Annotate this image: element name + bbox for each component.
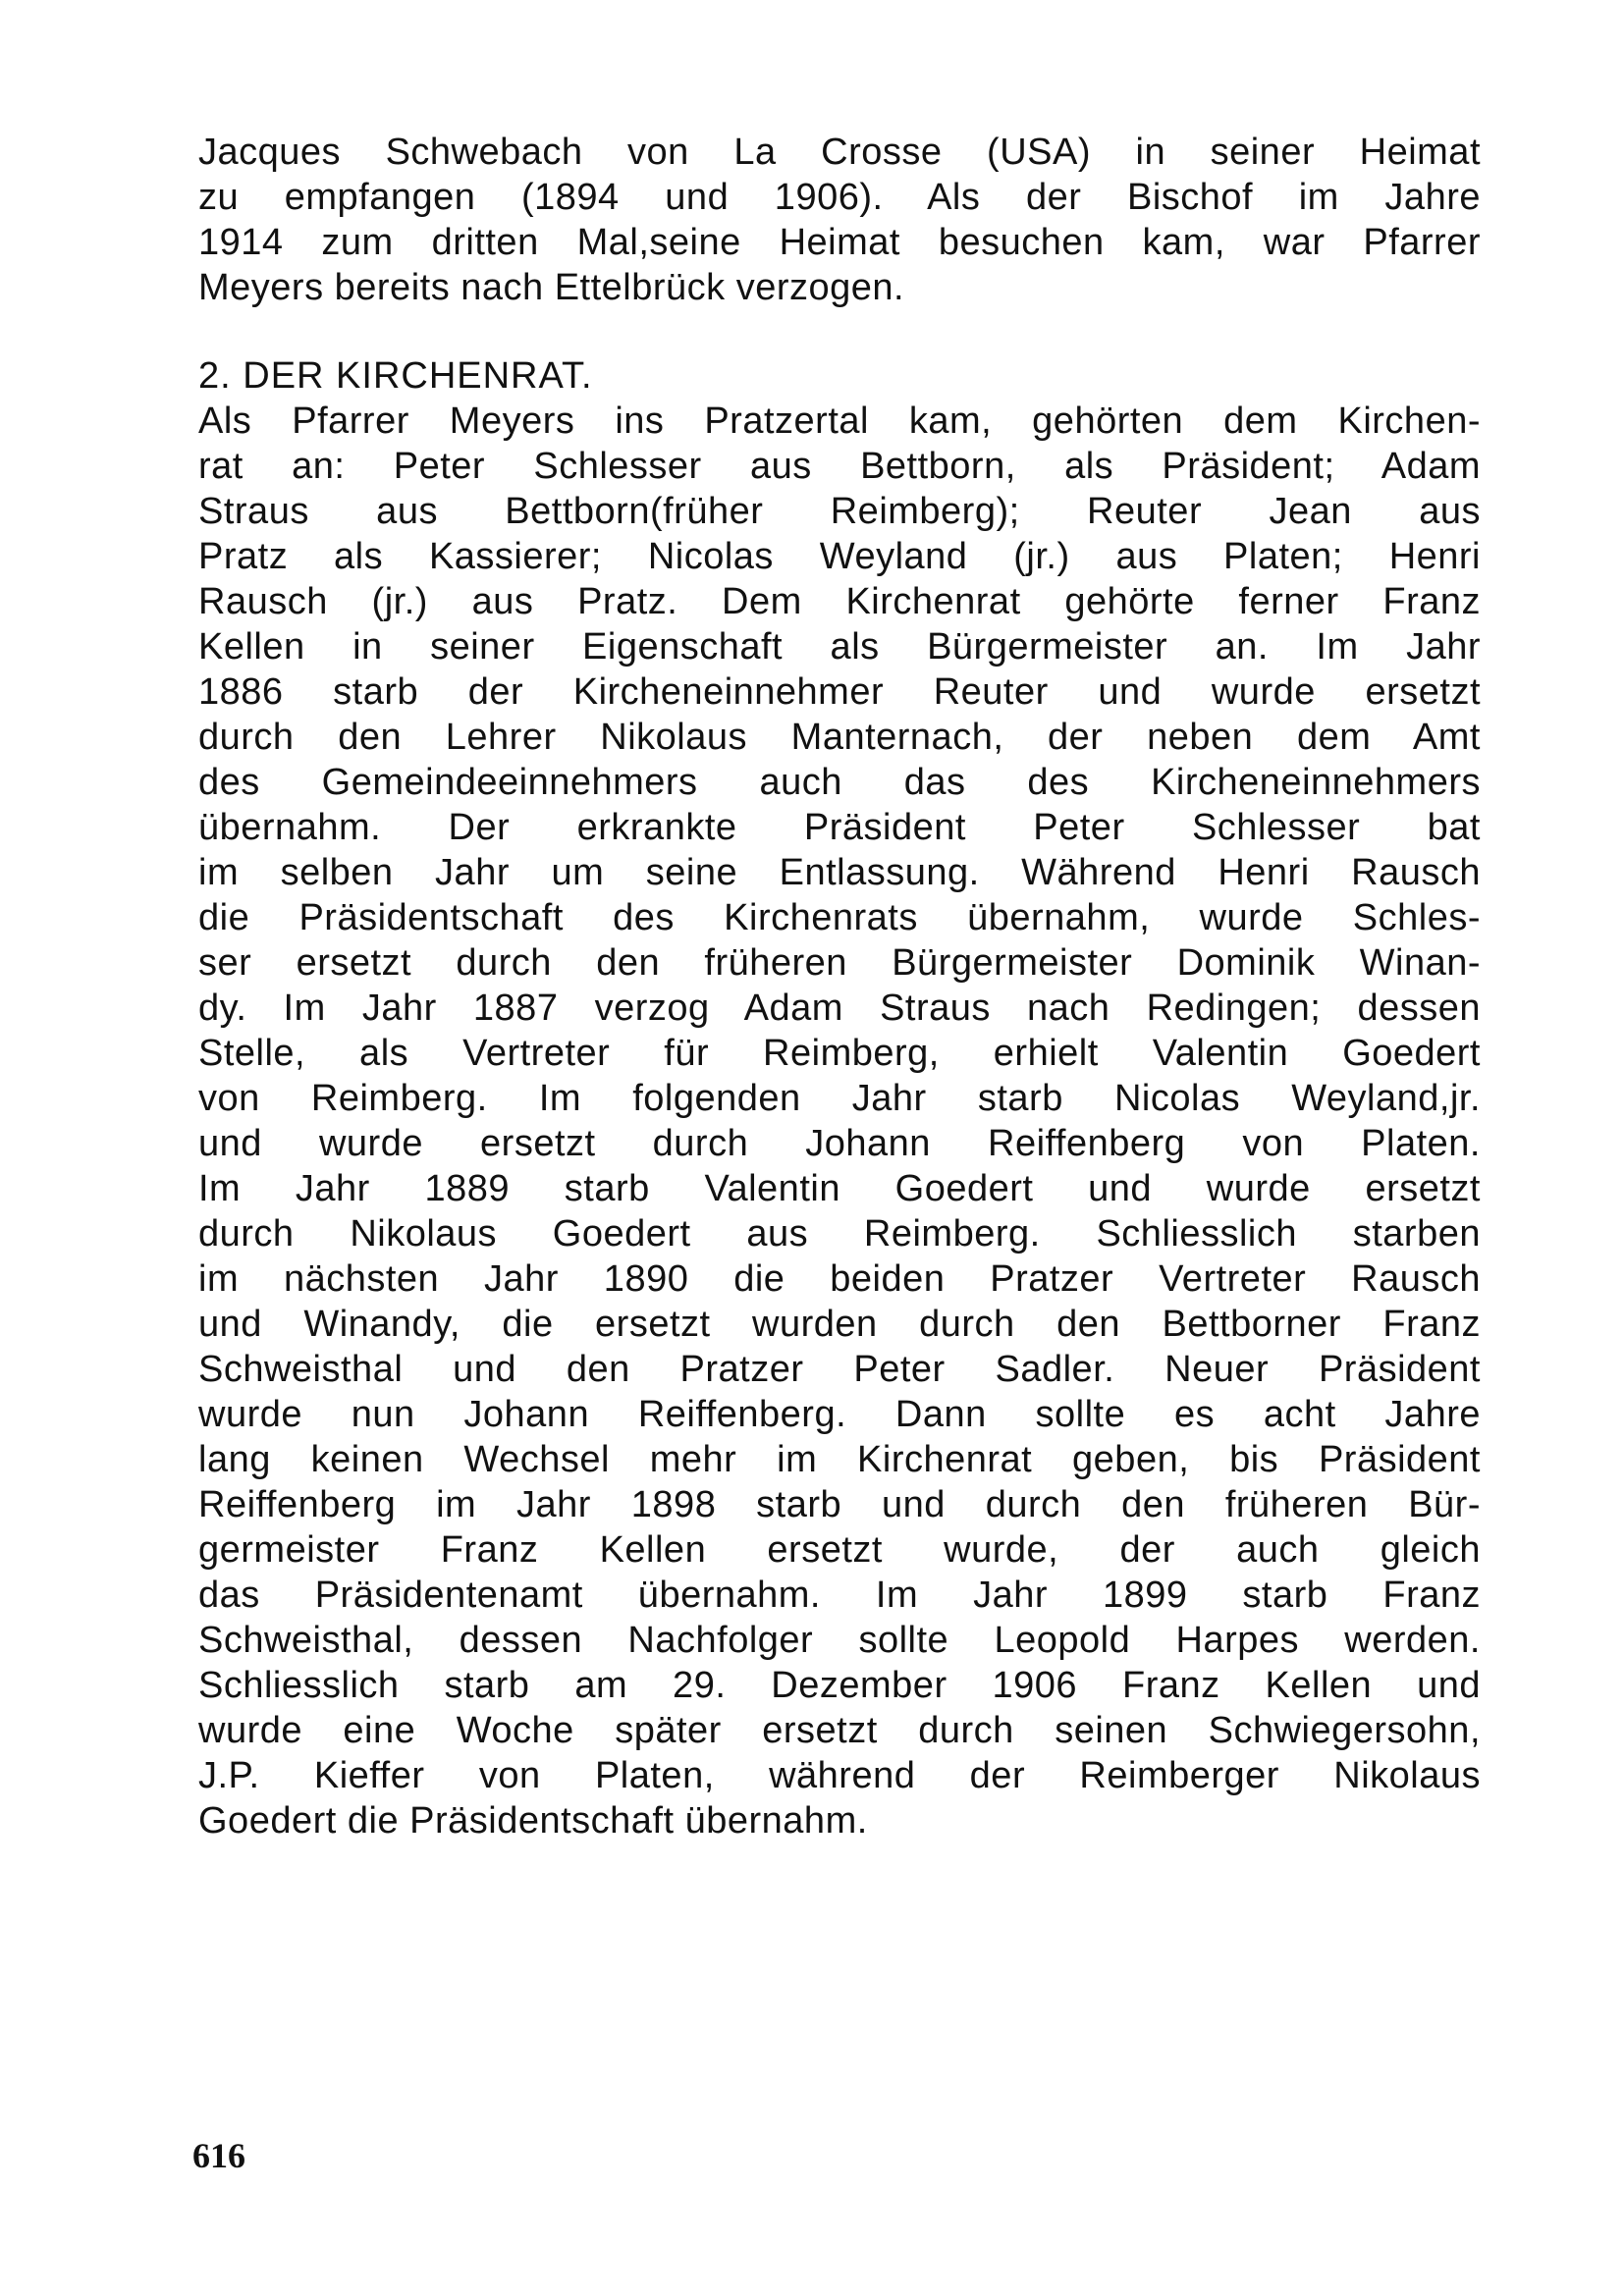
text-line: Kellen in seiner Eigenschaft als Bürgermeister an. Im Jahr	[198, 626, 1481, 667]
text-line: Als Pfarrer Meyers ins Pratzertal kam, gehörten dem Kirchen-	[198, 400, 1481, 442]
text-line: Meyers bereits nach Ettelbrück verzogen.	[198, 267, 905, 308]
page-number: 616	[192, 2136, 245, 2175]
kirchenrat-section	[198, 353, 1481, 1843]
text-line: von Reimberg. Im folgenden Jahr starb Nicolas Weyland,jr.	[198, 1078, 1481, 1119]
text-line: Jacques Schwebach von La Crosse (USA) in seiner Heimat	[198, 132, 1481, 173]
text-line: Im Jahr 1889 starb Valentin Goedert und wurde ersetzt	[198, 1168, 1481, 1209]
section-heading: 2. DER KIRCHENRAT.	[198, 355, 593, 397]
text-line: J.P. Kieffer von Platen, während der Reimberger Nikolaus	[198, 1755, 1481, 1796]
text-line: Goedert die Präsidentschaft übernahm.	[198, 1800, 868, 1842]
text-line: durch Nikolaus Goedert aus Reimberg. Schliesslich starben	[198, 1213, 1481, 1255]
text-line: ser ersetzt durch den früheren Bürgermeister Dominik Winan-	[198, 942, 1481, 984]
text-line: Pratz als Kassierer; Nicolas Weyland (jr.) aus Platen; Henri	[198, 536, 1481, 577]
text-line: übernahm. Der erkrankte Präsident Peter Schlesser bat	[198, 807, 1481, 848]
intro-paragraph	[198, 130, 1481, 310]
text-line: wurde eine Woche später ersetzt durch seinen Schwiegersohn,	[198, 1710, 1481, 1751]
text-line: wurde nun Johann Reiffenberg. Dann sollte es acht Jahre	[198, 1394, 1481, 1435]
text-line: zu empfangen (1894 und 1906). Als der Bischof im Jahre	[198, 177, 1481, 218]
text-line: Straus aus Bettborn(früher Reimberg); Reuter Jean aus	[198, 491, 1481, 532]
text-line: lang keinen Wechsel mehr im Kirchenrat geben, bis Präsident	[198, 1439, 1481, 1480]
text-line: Reiffenberg im Jahr 1898 starb und durch den früheren Bür-	[198, 1484, 1481, 1525]
text-line: Schliesslich starb am 29. Dezember 1906 Franz Kellen und	[198, 1665, 1481, 1706]
text-line: durch den Lehrer Nikolaus Manternach, der neben dem Amt	[198, 717, 1481, 758]
text-line: das Präsidentenamt übernahm. Im Jahr 1899 starb Franz	[198, 1575, 1481, 1616]
text-line: des Gemeindeeinnehmers auch das des Kircheneinnehmers	[198, 762, 1481, 803]
text-line: und Winandy, die ersetzt wurden durch den Bettborner Franz	[198, 1304, 1481, 1345]
text-line: Schweisthal und den Pratzer Peter Sadler. Neuer Präsident	[198, 1349, 1481, 1390]
text-line: 1886 starb der Kircheneinnehmer Reuter und wurde ersetzt	[198, 671, 1481, 713]
text-line: und wurde ersetzt durch Johann Reiffenberg von Platen.	[198, 1123, 1481, 1164]
text-line: dy. Im Jahr 1887 verzog Adam Straus nach Redingen; dessen	[198, 988, 1481, 1029]
text-line: im nächsten Jahr 1890 die beiden Pratzer Vertreter Rausch	[198, 1258, 1481, 1300]
text-line: Rausch (jr.) aus Pratz. Dem Kirchenrat gehörte ferner Franz	[198, 581, 1481, 622]
text-line: 1914 zum dritten Mal,seine Heimat besuchen kam, war Pfarrer	[198, 222, 1481, 263]
text-line: rat an: Peter Schlesser aus Bettborn, als Präsident; Adam	[198, 446, 1481, 487]
text-line: Stelle, als Vertreter für Reimberg, erhielt Valentin Goedert	[198, 1033, 1481, 1074]
text-line: germeister Franz Kellen ersetzt wurde, der auch gleich	[198, 1529, 1481, 1571]
text-line: die Präsidentschaft des Kirchenrats übernahm, wurde Schles-	[198, 897, 1481, 938]
text-line: im selben Jahr um seine Entlassung. Während Henri Rausch	[198, 852, 1481, 893]
text-line: Schweisthal, dessen Nachfolger sollte Leopold Harpes werden.	[198, 1620, 1481, 1661]
